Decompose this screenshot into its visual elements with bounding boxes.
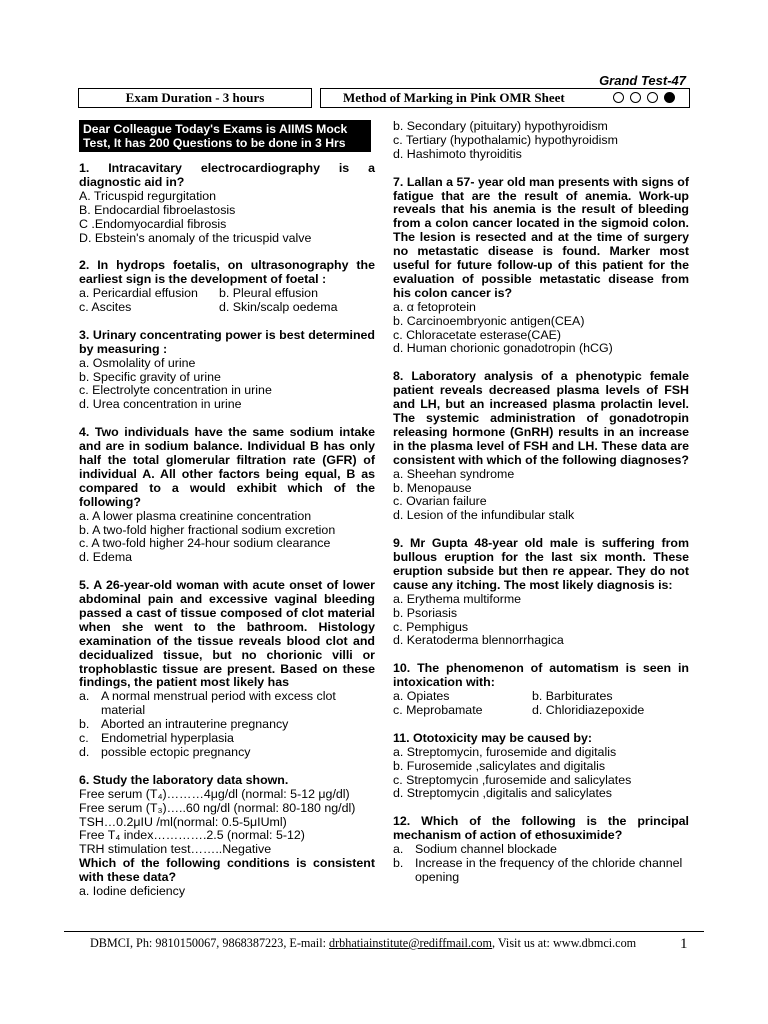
question-3 xyxy=(79,329,375,412)
option-text: Endometrial hyperplasia xyxy=(101,731,234,746)
option: d. Edema xyxy=(79,550,133,565)
options-grid xyxy=(79,287,375,315)
question-11 xyxy=(393,732,689,802)
header-row xyxy=(78,88,690,108)
exam-notice: Dear Colleague Today's Exams is AIIMS Mock Test, It has 200 Questions to be done in 3 Hrs xyxy=(79,120,371,152)
footer-website: , Visit us at: www.dbmci.com xyxy=(491,936,637,950)
option-letter: b. xyxy=(393,855,404,870)
option: d. Keratoderma blennorrhagica xyxy=(393,633,564,648)
option-text: Aborted an intrauterine pregnancy xyxy=(101,717,289,732)
option: c. Meprobamate xyxy=(393,703,483,717)
omr-circles xyxy=(613,92,675,103)
option xyxy=(79,732,375,746)
question-text: 10. The phenomenon of automatism is seen in intoxication with: xyxy=(393,661,689,690)
question-text: 9. Mr Gupta 48-year old male is suffering from bullous eruption for the last six month. These eruption subside but then re appear. They do not cause any itching. The most likely diagnosis is: xyxy=(393,536,689,592)
option-letter: a. xyxy=(393,842,404,857)
option: d. Chloridiazepoxide xyxy=(532,703,645,717)
question-text: 12. Which of the following is the principal mechanism of action of ethosuximide? xyxy=(393,814,689,843)
question-text: 4. Two individuals have the same sodium intake and are in sodium balance. Individual B has only half the total glomerular filtration rate (GFR) of individual A. All other factors being equal, B as compared to a would exhibit which of the following? xyxy=(79,425,375,509)
option: d. Streptomycin ,digitalis and salicylates xyxy=(393,786,613,801)
option: d. Human chorionic gonadotropin (hCG) xyxy=(393,341,613,356)
page-number: 1 xyxy=(680,936,688,952)
option: D. Ebstein's anomaly of the tricuspid valve xyxy=(79,230,312,245)
option: a. Streptomycin, furosemide and digitalis xyxy=(393,744,617,759)
footer-email-link[interactable]: drbhatiainstitute@rediffmail.com xyxy=(329,936,492,950)
option xyxy=(79,690,375,718)
option: a. Pericardial effusion xyxy=(79,286,198,301)
marking-method-box xyxy=(320,88,690,108)
question-text: 5. A 26-year-old woman with acute onset of lower abdominal pain and excessive vaginal bleeding passed a cast of tissue composed of clot material when she went to the bathroom. Histology examination of the tissue reveals blood clot and decidualized tissue, but no chorionic villi or trophoblastic tissue are present. Based on these findings, the patient most likely has xyxy=(79,578,375,690)
option: a. α fetoprotein xyxy=(393,299,476,314)
option: a. Opiates xyxy=(393,689,450,704)
option: d. Lesion of the infundibular stalk xyxy=(393,508,575,523)
option: a. A lower plasma creatinine concentration xyxy=(79,508,312,523)
question-text: 11. Ototoxicity may be caused by: xyxy=(393,730,593,745)
option: b. A two-fold higher fractional sodium excretion xyxy=(79,522,336,537)
option: d. Hashimoto thyroiditis xyxy=(393,146,522,161)
question-4 xyxy=(79,426,375,565)
option: A. Tricuspid regurgitation xyxy=(79,188,217,203)
option: b. Specific gravity of urine xyxy=(79,369,221,384)
option: d. Skin/scalp oedema xyxy=(219,300,338,315)
question-5 xyxy=(79,579,375,760)
options-grid xyxy=(393,690,689,718)
option: c. Ascites xyxy=(79,300,132,315)
left-column xyxy=(79,120,375,913)
option xyxy=(393,843,689,857)
lab-line: Free serum (T₄)………4μg/dl (normal: 5-12 μg/dl) xyxy=(79,786,350,801)
lab-line: TRH stimulation test……..Negative xyxy=(79,842,272,857)
option: a. Sheehan syndrome xyxy=(393,466,515,481)
question-7 xyxy=(393,176,689,357)
option: a. Iodine deficiency xyxy=(79,884,186,899)
option: b. Carcinoembryonic antigen(CEA) xyxy=(393,313,585,328)
marking-method-label: Method of Marking in Pink OMR Sheet xyxy=(343,90,565,105)
option: c. Pemphigus xyxy=(393,619,469,634)
exam-duration-box: Exam Duration - 3 hours xyxy=(78,88,312,108)
option: c. Ovarian failure xyxy=(393,494,487,509)
question-1 xyxy=(79,162,375,245)
question-text: 2. In hydrops foetalis, on ultrasonography the earliest sign is the development of foetal : xyxy=(79,258,375,287)
question-text: 1. Intracavitary electrocardiography is a diagnostic aid in? xyxy=(79,161,375,189)
question-8 xyxy=(393,370,689,523)
option xyxy=(79,718,375,732)
lab-line: Free serum (T₃)…..60 ng/dl (normal: 80-180 ng/dl) xyxy=(79,800,356,815)
option: c. Chloracetate esterase(CAE) xyxy=(393,327,562,342)
option-letter: b. xyxy=(79,717,90,732)
option: b. Secondary (pituitary) hypothyroidism xyxy=(393,119,608,133)
option xyxy=(79,746,375,760)
option: c. Tertiary (hypothalamic) hypothyroidism xyxy=(393,132,618,147)
footer xyxy=(90,936,690,950)
question-text: 6. Study the laboratory data shown. xyxy=(79,772,289,787)
question-2 xyxy=(79,259,375,315)
footer-contact: DBMCI, Ph: 9810150067, 9868387223, E-mail: xyxy=(90,936,330,950)
option: b. Pleural effusion xyxy=(219,286,318,301)
option-letter: d. xyxy=(79,745,90,759)
option: b. Barbiturates xyxy=(532,689,613,704)
option-letter: a. xyxy=(79,689,90,704)
option-text: Increase in the frequency of the chloride channel opening xyxy=(415,855,683,884)
option-letter: c. xyxy=(79,731,89,746)
option-text: Sodium channel blockade xyxy=(415,842,557,857)
question-6 xyxy=(79,774,375,899)
option: b. Furosemide ,salicylates and digitalis xyxy=(393,758,606,773)
option: d. Urea concentration in urine xyxy=(79,397,242,412)
option: c. Electrolyte concentration in urine xyxy=(79,383,272,398)
question-12 xyxy=(393,815,689,885)
option: C .Endomyocardial fibrosis xyxy=(79,216,227,231)
question-text: 3. Urinary concentrating power is best determined by measuring : xyxy=(79,327,375,356)
option: B. Endocardial fibroelastosis xyxy=(79,202,236,217)
question-text: 8. Laboratory analysis of a phenotypic female patient reveals decreased plasma levels of FSH and LH, but an increased plasma prolactin level. The systemic administration of gonadotropin releasing hormone (GnRH) results in an increase in the plasma level of FSH and LH. These data are consistent with which of the following diagnoses? xyxy=(393,369,690,467)
option: b. Menopause xyxy=(393,480,472,495)
question-text: Which of the following conditions is consistent with these data? xyxy=(79,856,375,885)
right-column xyxy=(393,120,689,899)
lab-line: Free T₄ index………….2.5 (normal: 5-12) xyxy=(79,828,305,843)
option xyxy=(393,857,689,885)
empty-circle-icon xyxy=(647,92,658,103)
lab-line: TSH…0.2μIU /ml(normal: 0.5-5μIUml) xyxy=(79,814,287,829)
filled-circle-icon xyxy=(664,92,675,103)
option: a. Erythema multiforme xyxy=(393,591,522,606)
question-6-continued xyxy=(393,120,689,162)
question-9 xyxy=(393,537,689,648)
option-text: A normal menstrual period with excess clot material xyxy=(101,689,336,718)
option: b. Psoriasis xyxy=(393,605,458,620)
option: c. A two-fold higher 24-hour sodium clearance xyxy=(79,536,331,551)
option: c. Streptomycin ,furosemide and salicylates xyxy=(393,772,632,787)
question-text: 7. Lallan a 57- year old man presents with signs of fatigue that are the result of anemia. Work-up reveals that his anemia is the result of bleeding from a colon cancer located in the sigmoid colon. The lesion is resected and at the time of surgery no metastatic disease is found. Marker most useful for future follow-up of this patient for the evaluation of possible metastatic disease from his colon cancer is? xyxy=(393,174,689,300)
option: a. Osmolality of urine xyxy=(79,355,196,370)
option-text: possible ectopic pregnancy xyxy=(101,745,251,759)
empty-circle-icon xyxy=(630,92,641,103)
question-10 xyxy=(393,662,689,718)
grand-test-label: Grand Test-47 xyxy=(581,74,688,89)
footer-divider xyxy=(64,931,704,932)
empty-circle-icon xyxy=(613,92,624,103)
